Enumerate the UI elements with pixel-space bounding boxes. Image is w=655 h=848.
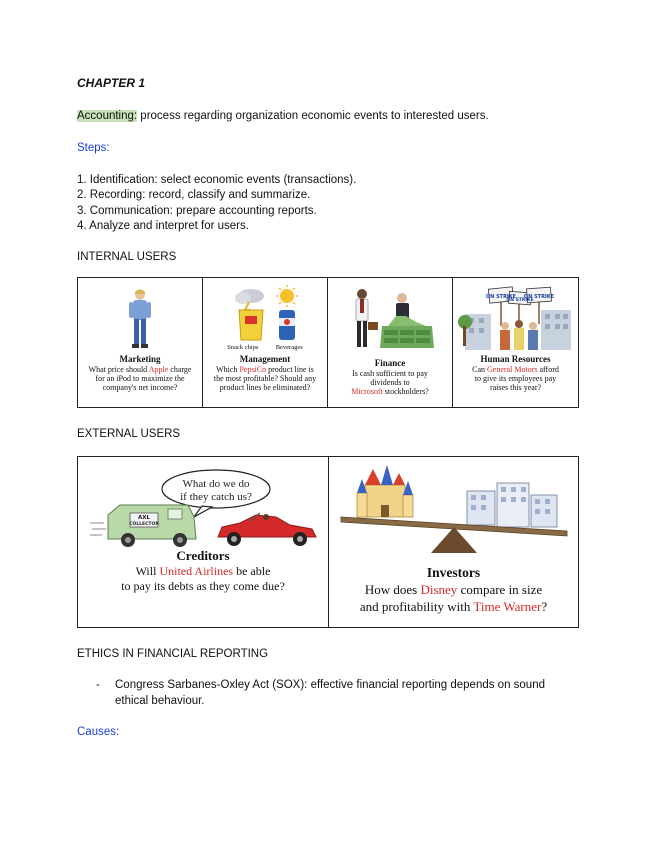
marketing-line-3: company's net income?: [102, 383, 178, 392]
panel-creditors: [78, 457, 329, 627]
definition-term: Accounting:: [77, 110, 138, 122]
management-line-2: the most profitable? Should any: [213, 374, 317, 383]
management-line-3: product lines be eliminated?: [219, 383, 311, 392]
chips-beverage-icon: [229, 284, 305, 344]
ethics-heading: ETHICS IN FINANCIAL REPORTING: [77, 648, 269, 660]
chapter-title: CHAPTER 1: [77, 76, 146, 90]
definition-line: [77, 109, 489, 123]
ethics-line-1: Congress Sarbanes-Oxley Act (SOX): effective financial reporting depends on sound: [115, 679, 545, 691]
external-users-heading: EXTERNAL USERS: [77, 428, 181, 440]
truck-sign-line-1: AXL: [137, 515, 151, 521]
finance-line-2: dividends to: [370, 378, 410, 387]
creditors-title: Creditors: [176, 548, 230, 563]
panel-investors: [329, 457, 578, 627]
panel-human-resources: [453, 278, 578, 407]
finance-line-1: Is cash sufficient to pay: [352, 369, 428, 378]
causes-label: Causes:: [77, 726, 120, 738]
creditors-line-1: Will United Airlines be able: [135, 564, 271, 578]
step-3: 3. Communication: prepare accounting reports.: [77, 205, 317, 217]
finance-line-3: Microsoft stockholders?: [351, 387, 429, 396]
marketing-line-2: for an iPod to maximize the: [95, 374, 185, 383]
step-1: 1. Identification: select economic events (transactions).: [77, 174, 357, 186]
step-2: 2. Recording: record, classify and summarize.: [77, 189, 311, 201]
investors-balance-icon: [337, 465, 571, 557]
steps-label: Steps:: [77, 142, 110, 154]
step-4: 4. Analyze and interpret for users.: [77, 220, 249, 232]
investors-line-1: How does Disney compare in size: [364, 582, 543, 597]
external-users-figure: [77, 456, 579, 628]
human-resources-line-2: to give its employees pay: [474, 374, 557, 383]
strike-sign-2: ON STRIKE: [506, 298, 534, 303]
label-snack-chips: Snack chips: [227, 344, 259, 351]
strike-workers-icon: [457, 286, 575, 350]
strike-sign-3: ON STRIKE: [523, 294, 555, 300]
investors-line-2: and profitability with Time Warner?: [359, 599, 548, 614]
creditors-line-2: to pay its debts as they come due?: [121, 579, 285, 593]
panel-finance: [328, 278, 453, 407]
truck-sign-line-2: COLLECTOR: [129, 522, 159, 527]
marketing-line-1: What price should Apple charge: [88, 365, 192, 374]
human-resources-line-3: raises this year?: [489, 383, 542, 392]
marketing-person-icon: [123, 288, 157, 350]
speech-line-1: What do we do: [182, 478, 250, 490]
ethics-bullet: -: [96, 679, 100, 691]
marketing-title: Marketing: [119, 354, 161, 364]
finance-money-icon: [346, 286, 436, 356]
ethics-line-2: ethical behaviour.: [115, 695, 205, 707]
finance-title: Finance: [374, 358, 406, 368]
panel-management: [203, 278, 328, 407]
management-title: Management: [239, 354, 291, 364]
investors-title: Investors: [426, 565, 481, 580]
creditors-chase-icon: [90, 465, 322, 553]
human-resources-title: Human Resources: [480, 354, 551, 364]
internal-users-heading: INTERNAL USERS: [77, 251, 177, 263]
internal-users-figure: [77, 277, 579, 408]
definition-text: process regarding organization economic events to interested users.: [137, 110, 489, 122]
speech-line-2: if they catch us?: [180, 491, 252, 503]
panel-marketing: [78, 278, 203, 407]
management-line-1: Which PepsiCo product line is: [216, 365, 314, 374]
human-resources-line-1: Can General Motors afford: [472, 365, 559, 374]
strike-sign-1: ON STRIKE: [485, 294, 517, 300]
label-beverages: Beverages: [275, 344, 303, 351]
